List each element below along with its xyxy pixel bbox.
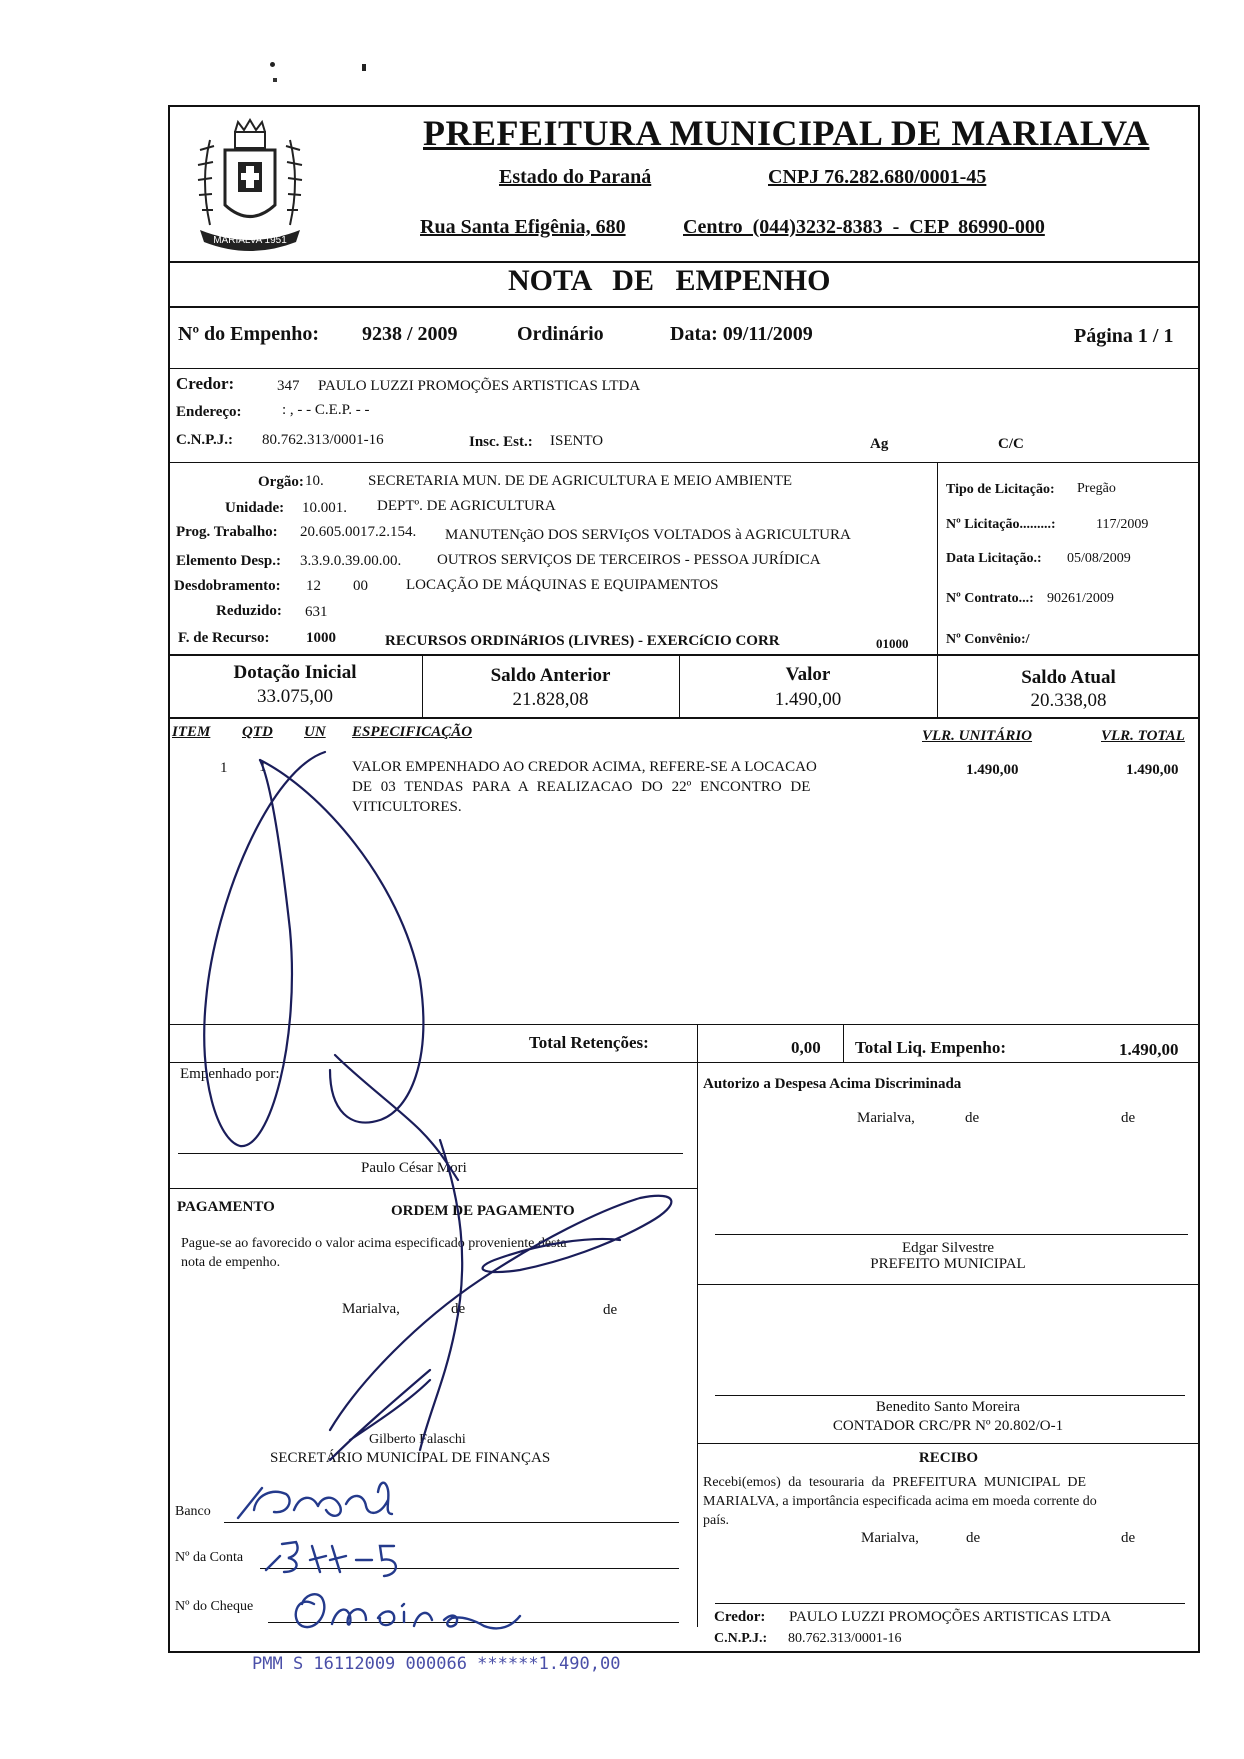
- divider: [168, 717, 1200, 719]
- seal-banner-text: MARIALVA 1951: [213, 235, 287, 246]
- orgao-desc: SECRETARIA MUN. DE DE AGRICULTURA E MEIO AMBIENTE: [368, 473, 793, 489]
- convenio-label: Nº Convênio:/: [946, 632, 1030, 647]
- elemento-desc: OUTROS SERVIÇOS DE TERCEIROS - PESSOA JURÍDICA: [437, 552, 821, 568]
- empenho-number: 9238 / 2009: [362, 323, 458, 345]
- recibo-de-2: de: [1121, 1530, 1136, 1546]
- contador-name: Benedito Santo Moreira: [875, 1399, 1021, 1415]
- col-qtd: QTD: [242, 724, 273, 740]
- saldo-atual-label: Saldo Atual: [1021, 667, 1116, 688]
- autorizo-label: Autorizo a Despesa Acima Discriminada: [703, 1076, 962, 1092]
- credor-cnpj-label: C.N.P.J.:: [176, 432, 233, 448]
- banco-field[interactable]: [224, 1522, 679, 1523]
- cheque-label: Nº do Cheque: [175, 1599, 254, 1614]
- divider: [168, 1024, 1200, 1025]
- cheque-field[interactable]: [268, 1622, 679, 1623]
- scan-speck: [362, 64, 366, 71]
- credor-code: 347: [277, 378, 300, 394]
- secretario-name: Gilberto Falaschi: [369, 1432, 466, 1447]
- signature-line: [715, 1234, 1188, 1235]
- recurso-code: 1000: [306, 630, 336, 646]
- divider: [168, 462, 1200, 463]
- data-licitacao-value: 05/08/2009: [1067, 551, 1131, 566]
- pagamento-text-1: Pague-se ao favorecido o valor acima especificado proveniente desta: [181, 1236, 567, 1251]
- recibo-title: RECIBO: [918, 1450, 979, 1466]
- col-vlr-unitario: VLR. UNITÁRIO: [922, 728, 1033, 744]
- pagamento-de-2: de: [603, 1302, 618, 1318]
- secretario-role: SECRETÁRIO MUNICIPAL DE FINANÇAS: [270, 1450, 551, 1466]
- prog-trabalho-code: 20.605.0017.2.154.: [300, 524, 417, 540]
- dotacao-value: 33.075,00: [257, 686, 333, 707]
- desdobramento-desc: LOCAÇÃO DE MÁQUINAS E EQUIPAMENTOS: [406, 577, 719, 593]
- divider: [168, 1188, 697, 1189]
- recibo-text-3: país.: [703, 1513, 730, 1528]
- col-especificacao: ESPECIFICAÇÃO: [352, 724, 473, 740]
- orgao-code: 10.: [305, 473, 324, 489]
- dotacao-label: Dotação Inicial: [233, 662, 357, 683]
- empenho-date: Data: 09/11/2009: [670, 323, 813, 345]
- empenho-label: Nº do Empenho:: [178, 323, 320, 345]
- saldo-anterior-value: 21.828,08: [512, 689, 589, 710]
- reduzido-label: Reduzido:: [216, 603, 282, 619]
- reduzido-value: 631: [305, 604, 328, 620]
- ordem-pagamento-label: ORDEM DE PAGAMENTO: [391, 1203, 575, 1219]
- col-item: ITEM: [172, 724, 211, 740]
- recurso-desc: RECURSOS ORDINáRIOS (LIVRES) - EXERCíCIO CORR: [385, 633, 780, 649]
- num-licitacao-label: Nº Licitação.........:: [946, 517, 1056, 532]
- unidade-desc: DEPTº. DE AGRICULTURA: [377, 498, 556, 514]
- payment-stamp: PMM S 16112009 000066 ******1.490,00: [252, 1654, 621, 1674]
- desdobramento-code-2: 00: [353, 578, 368, 594]
- signature-line: [178, 1153, 683, 1154]
- endereco-value: : , - - C.E.P. - -: [282, 402, 370, 418]
- page-title: PREFEITURA MUNICIPAL DE MARIALVA: [423, 113, 1150, 153]
- credor-cnpj: 80.762.313/0001-16: [262, 432, 384, 448]
- num-licitacao-value: 117/2009: [1096, 517, 1149, 532]
- autorizo-de-1: de: [965, 1110, 980, 1126]
- divider: [937, 462, 938, 656]
- total-retencoes-value: 0,00: [791, 1038, 821, 1057]
- item-number: 1: [220, 760, 228, 776]
- recibo-credor-label: Credor:: [714, 1609, 766, 1625]
- recibo-cnpj-label: C.N.P.J.:: [714, 1631, 768, 1646]
- agencia-label: Ag: [870, 436, 889, 452]
- divider: [168, 306, 1200, 308]
- divider: [697, 1284, 1200, 1285]
- credor-name: PAULO LUZZI PROMOÇÕES ARTISTICAS LTDA: [318, 378, 641, 394]
- divider: [168, 654, 1200, 656]
- tipo-licitacao-label: Tipo de Licitação:: [946, 482, 1055, 497]
- divider: [697, 1443, 1200, 1444]
- contador-role: CONTADOR CRC/PR Nº 20.802/O-1: [832, 1418, 1064, 1434]
- empenho-type: Ordinário: [517, 323, 604, 345]
- insc-est-label: Insc. Est.:: [469, 434, 533, 450]
- conta-field[interactable]: [260, 1568, 679, 1569]
- pagamento-de-1: de: [451, 1301, 466, 1317]
- contact-line: Centro (044)3232-8383 - CEP 86990-000: [683, 216, 1045, 238]
- divider: [168, 368, 1200, 369]
- total-liquido-label: Total Liq. Empenho:: [855, 1038, 1006, 1057]
- document-title: NOTA DE EMPENHO: [508, 264, 831, 297]
- elemento-label: Elemento Desp.:: [176, 553, 281, 569]
- divider: [168, 261, 1200, 263]
- contrato-value: 90261/2009: [1047, 591, 1114, 606]
- divider: [843, 1024, 844, 1062]
- scan-speck: [270, 62, 275, 67]
- pagamento-label: PAGAMENTO: [177, 1199, 275, 1215]
- signature-line: [715, 1603, 1185, 1604]
- tipo-licitacao-value: Pregão: [1077, 481, 1116, 496]
- data-licitacao-label: Data Licitação.:: [946, 551, 1042, 566]
- autorizo-de-2: de: [1121, 1110, 1136, 1126]
- item-desc-line-1: VALOR EMPENHADO AO CREDOR ACIMA, REFERE-SE A LOCACAO: [352, 759, 817, 775]
- contrato-label: Nº Contrato...:: [946, 591, 1034, 606]
- insc-est-value: ISENTO: [550, 433, 604, 449]
- item-unit-value: 1.490,00: [966, 762, 1019, 778]
- total-retencoes-label: Total Retenções:: [529, 1033, 649, 1052]
- divider: [697, 1024, 698, 1627]
- unidade-label: Unidade:: [225, 500, 285, 516]
- prefeito-name: Edgar Silvestre: [901, 1240, 995, 1256]
- pagamento-text-2: nota de empenho.: [181, 1255, 281, 1270]
- recibo-cnpj-value: 80.762.313/0001-16: [788, 1631, 902, 1646]
- col-vlr-total: VLR. TOTAL: [1101, 728, 1185, 744]
- desdobramento-code-1: 12: [306, 578, 321, 594]
- saldo-atual-value: 20.338,08: [1030, 690, 1107, 711]
- conta-corrente-label: C/C: [998, 436, 1024, 452]
- pagamento-city: Marialva,: [342, 1301, 400, 1317]
- empenhado-signer: Paulo César Mori: [361, 1160, 467, 1176]
- scan-speck: [273, 78, 277, 82]
- desdobramento-label: Desdobramento:: [174, 578, 281, 594]
- recibo-city: Marialva,: [861, 1530, 919, 1546]
- unidade-code: 10.001.: [302, 500, 347, 516]
- recibo-de-1: de: [966, 1530, 981, 1546]
- item-total-value: 1.490,00: [1126, 762, 1179, 778]
- banco-label: Banco: [175, 1504, 211, 1519]
- item-desc-line-2: DE 03 TENDAS PARA A REALIZACAO DO 22º ENCONTRO DE: [352, 779, 811, 795]
- recibo-credor-name: PAULO LUZZI PROMOÇÕES ARTISTICAS LTDA: [789, 1609, 1112, 1625]
- item-qtd: 1: [259, 759, 267, 775]
- divider: [168, 1062, 1200, 1063]
- conta-label: Nº da Conta: [175, 1550, 244, 1565]
- valor-value: 1.490,00: [774, 689, 842, 710]
- col-un: UN: [304, 724, 326, 740]
- recurso-label: F. de Recurso:: [178, 630, 270, 646]
- orgao-label: Orgão:: [258, 474, 304, 490]
- empenhado-label: Empenhado por:: [180, 1066, 280, 1082]
- page-number: Página 1 / 1: [1074, 325, 1174, 347]
- prog-trabalho-desc: MANUTENçãO DOS SERVIçOS VOLTADOS à AGRICULTURA: [445, 527, 851, 543]
- cnpj-header: CNPJ 76.282.680/0001-45: [768, 166, 987, 188]
- total-liquido-value: 1.490,00: [1119, 1040, 1179, 1059]
- credor-label: Credor:: [176, 374, 235, 393]
- address: Rua Santa Efigênia, 680: [420, 216, 626, 238]
- item-desc-line-3: VITICULTORES.: [352, 799, 462, 815]
- elemento-code: 3.3.9.0.39.00.00.: [300, 553, 402, 569]
- recibo-text-1: Recebi(emos) da tesouraria da PREFEITURA MUNICIPAL DE: [703, 1475, 1087, 1490]
- recibo-text-2: MARIALVA, a importância especificada acima em moeda corrente do: [703, 1494, 1097, 1509]
- state-name: Estado do Paraná: [499, 166, 652, 188]
- saldo-anterior-label: Saldo Anterior: [490, 665, 611, 686]
- signature-line: [715, 1395, 1185, 1396]
- valor-label: Valor: [785, 664, 831, 685]
- municipal-seal-icon: [180, 110, 320, 260]
- autorizo-city: Marialva,: [857, 1110, 915, 1126]
- endereco-label: Endereço:: [176, 404, 242, 420]
- prefeito-role: PREFEITO MUNICIPAL: [870, 1256, 1026, 1272]
- recurso-number: 01000: [876, 636, 909, 651]
- prog-trabalho-label: Prog. Trabalho:: [176, 524, 278, 540]
